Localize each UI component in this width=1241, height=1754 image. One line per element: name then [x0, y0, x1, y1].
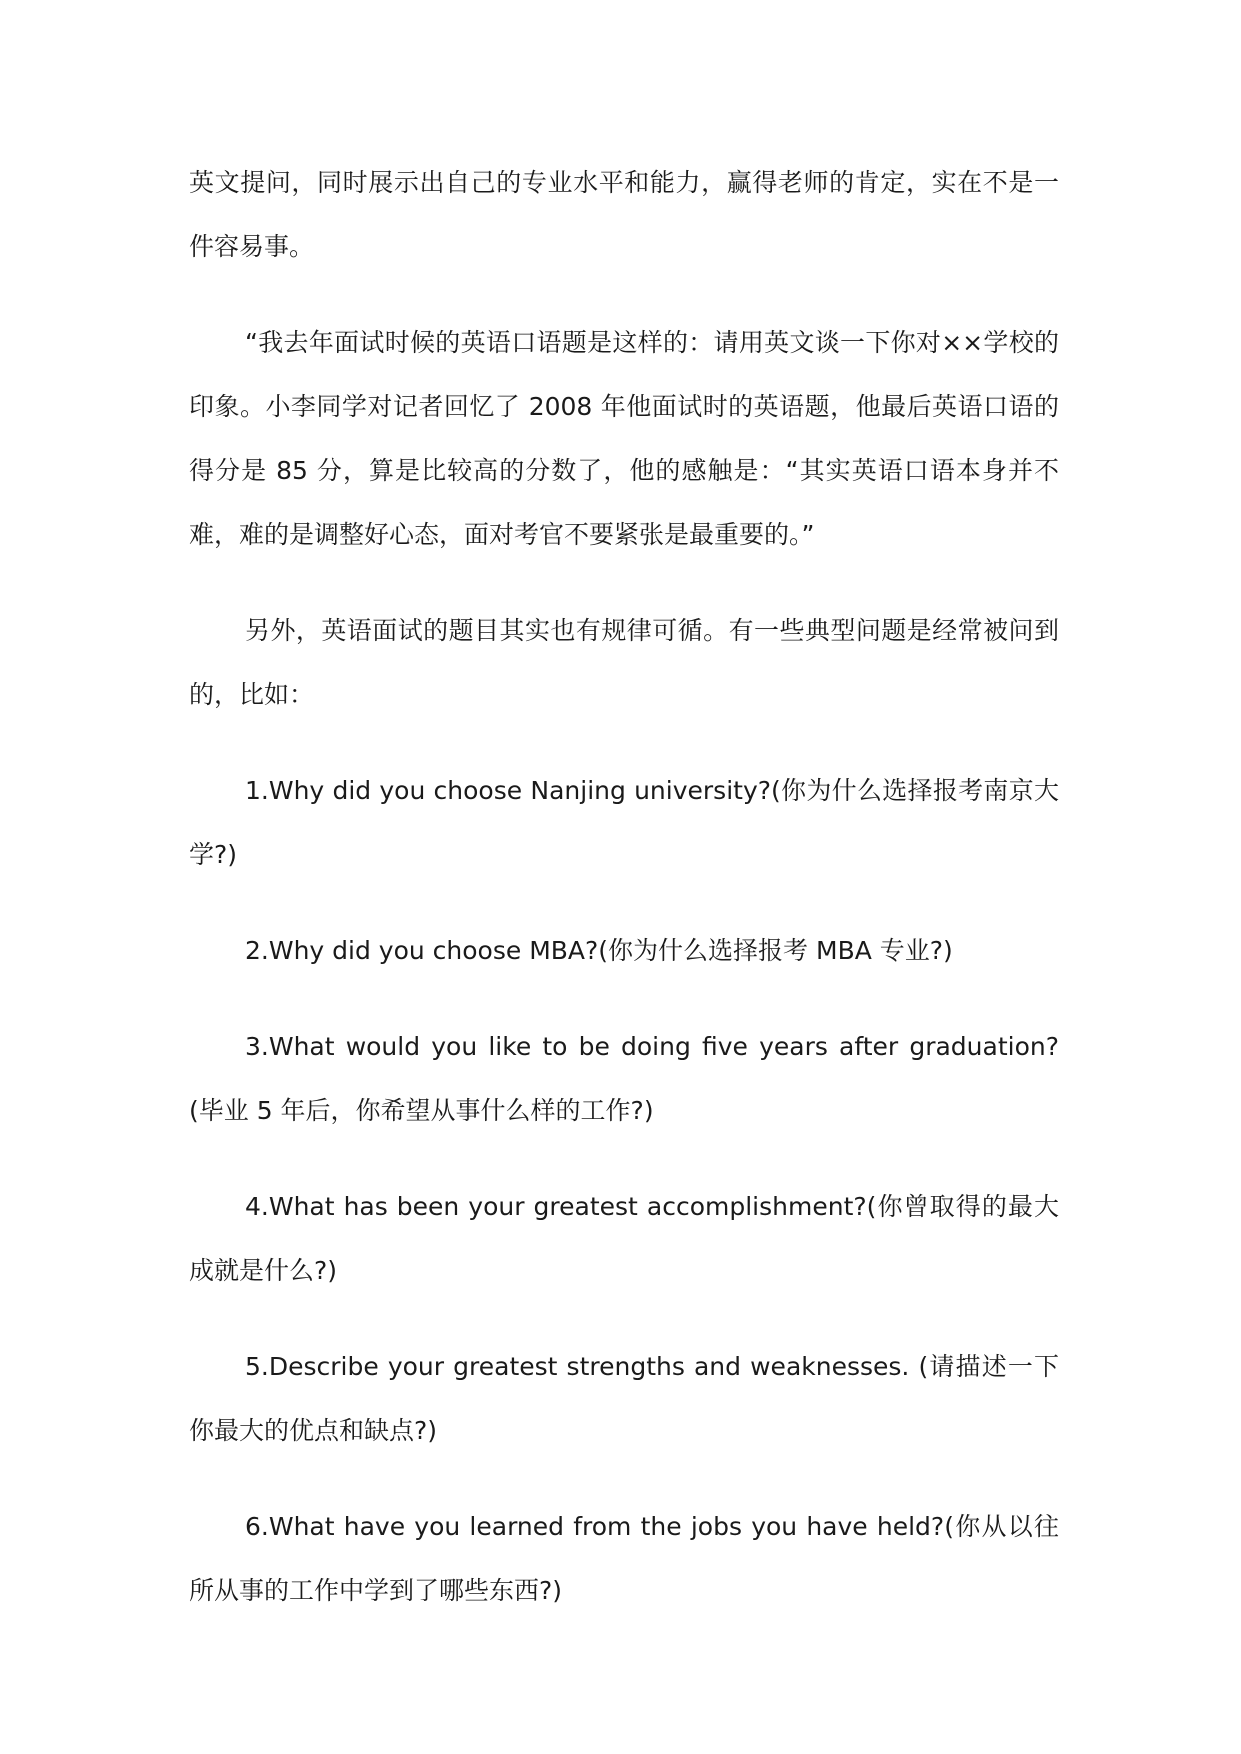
question-item-6: 6.What have you learned from the jobs you have held?(你从以往所从事的工作中学到了哪些东西?) [189, 1512, 1059, 1605]
question-item-3: 3.What would you like to be doing five years after graduation?(毕业 5 年后，你希望从事什么样的工作?) [189, 1032, 1059, 1125]
paragraph-continuation: 英文提问，同时展示出自己的专业水平和能力，赢得老师的肯定，实在不是一件容易事。 [189, 168, 1059, 261]
question-item-1: 1.Why did you choose Nanjing university?(你为什么选择报考南京大学?) [189, 776, 1059, 869]
question-item-2: 2.Why did you choose MBA?(你为什么选择报考 MBA 专业?) [245, 936, 953, 965]
paragraph-question-intro: 另外，英语面试的题目其实也有规律可循。有一些典型问题是经常被问到的，比如： [189, 616, 1059, 709]
question-item-5: 5.Describe your greatest strengths and weaknesses. (请描述一下你最大的优点和缺点?) [189, 1352, 1059, 1445]
document-body [189, 151, 1059, 1655]
paragraph-interview-quote: “我去年面试时候的英语口语题是这样的：请用英文谈一下你对××学校的印象。小李同学对记者回忆了 2008 年他面试时的英语题，他最后英语口语的得分是 85 分，算是比较高的分数了，他的感触是：“其实英语口语本身并不难，难的是调整好心态，面对考官不要紧张是最重要的。” [189, 328, 1059, 549]
question-item-4: 4.What has been your greatest accomplishment?(你曾取得的最大成就是什么?) [189, 1192, 1059, 1285]
